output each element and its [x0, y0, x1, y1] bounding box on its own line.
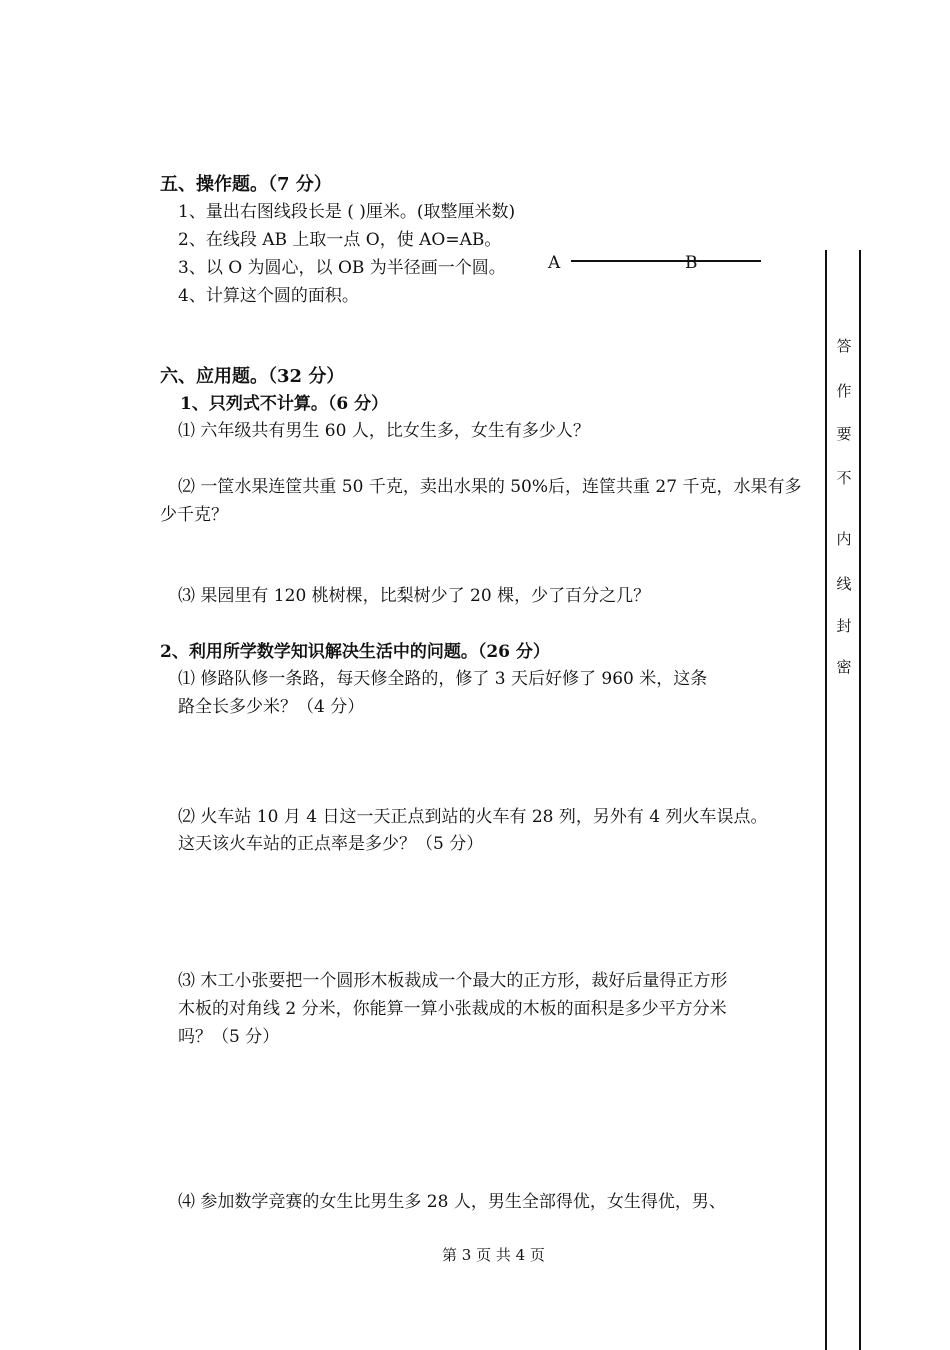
- part1-q1: ⑴ 六年级共有男生 60 人，比女生多，女生有多少人？: [178, 421, 590, 441]
- seal-char-8: 密: [836, 658, 852, 676]
- seal-line-left: [825, 250, 827, 1350]
- page-footer: 第 3 页 共 4 页: [442, 1246, 545, 1264]
- seal-char-6: 线: [836, 575, 852, 593]
- part2-q1-line1: ⑴ 修路队修一条路，每天修全路的，修了 3 天后好修了 960 米，这条: [178, 669, 708, 689]
- section5-q3: 3、以 O 为圆心，以 OB 为半径画一个圆。: [178, 258, 506, 278]
- seal-char-1: 答: [836, 337, 852, 355]
- seal-line-right: [859, 250, 861, 1350]
- part2-q1-line2: 路全长多少米？（4 分）: [178, 697, 365, 717]
- part2-q2-line2: 这天该火车站的正点率是多少？（5 分）: [178, 834, 484, 854]
- seal-char-2: 作: [836, 382, 852, 400]
- part2-q2-line1: ⑵ 火车站 10 月 4 日这一天正点到站的火车有 28 列，另外有 4 列火车误点。: [178, 807, 768, 827]
- point-a-label: A: [548, 253, 561, 273]
- part2-q4-line1: ⑷ 参加数学竞赛的女生比男生多 28 人，男生全部得优，女生得优，男、: [178, 1192, 726, 1212]
- part2-q3-line2: 木板的对角线 2 分米，你能算一算小张裁成的木板的面积是多少平方分米: [178, 999, 727, 1019]
- part2-title: 2、利用所学数学知识解决生活中的问题。（26 分）: [160, 642, 550, 662]
- section5-q1: 1、量出右图线段长是 ( )厘米。(取整厘米数): [178, 202, 516, 222]
- seal-char-4: 不: [836, 469, 852, 487]
- part2-q3-line3: 吗？（5 分）: [178, 1027, 280, 1047]
- part2-q3-line1: ⑶ 木工小张要把一个圆形木板裁成一个最大的正方形，裁好后量得正方形: [178, 971, 728, 991]
- section5-q2: 2、在线段 AB 上取一点 O，使 AO=AB。: [178, 230, 502, 250]
- point-b-label: B: [685, 253, 698, 273]
- section5-title: 五、操作题。（7 分）: [160, 174, 332, 195]
- section6-title: 六、应用题。（32 分）: [160, 366, 345, 387]
- part1-q2-line1: ⑵ 一筐水果连筐共重 50 千克，卖出水果的 50%后，连筐共重 27 千克，水果有多: [178, 477, 802, 497]
- section5-q4: 4、计算这个圆的面积。: [178, 286, 359, 306]
- part1-q2-line2: 少千克？: [160, 505, 228, 525]
- part1-q3: ⑶ 果园里有 120 桃树棵，比梨树少了 20 棵，少了百分之几？: [178, 586, 651, 606]
- segment-ab: [571, 260, 761, 262]
- seal-char-5: 内: [836, 530, 852, 548]
- seal-char-7: 封: [836, 617, 852, 635]
- part1-title: 1、只列式不计算。（6 分）: [180, 394, 389, 414]
- seal-char-3: 要: [836, 425, 852, 443]
